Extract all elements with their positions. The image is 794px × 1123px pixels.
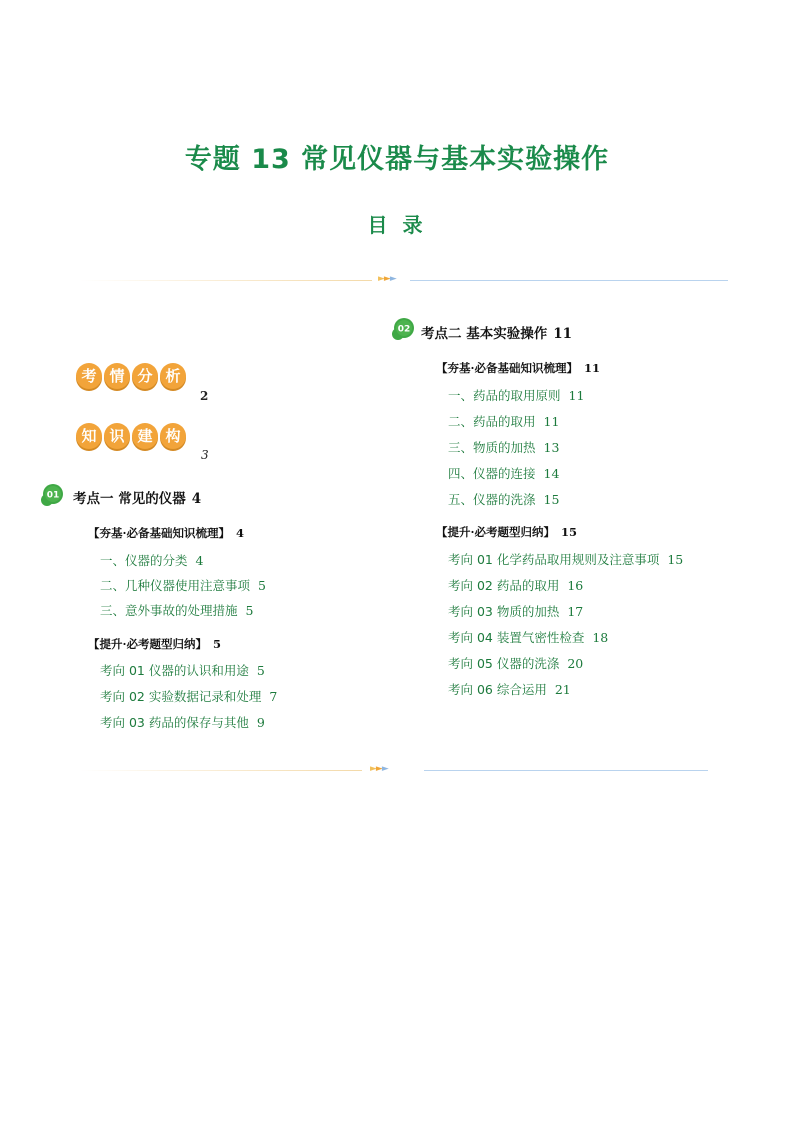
kp1-title-text: 考点一 常见的仪器 — [73, 491, 186, 507]
kp2-section2-page: 15 — [561, 525, 578, 539]
top-divider-right — [410, 280, 728, 281]
toc-heading: 目 录 — [367, 213, 427, 237]
kp2-s1-item-page: 11 — [543, 414, 560, 429]
kp1-s2-item[interactable] — [100, 661, 265, 679]
kp1-s2-item-text: 考向 01 仪器的认识和用途 — [100, 663, 249, 678]
exam-analysis-badge[interactable] — [76, 363, 186, 389]
kp1-s1-item[interactable] — [100, 551, 203, 569]
kp2-s1-item-page: 11 — [568, 388, 585, 403]
kp1-s2-item-page: 5 — [256, 663, 265, 678]
kp2-s1-item-text: 一、药品的取用原则 — [448, 388, 561, 403]
kp2-s2-item-page: 15 — [667, 552, 684, 567]
knowledge-map-badge[interactable] — [76, 423, 186, 449]
kp1-section1-label: 【夯基·必备基础知识梳理】 — [88, 526, 231, 540]
kp1-s2-item-page: 7 — [269, 689, 278, 704]
kp2-s2-item-page: 16 — [567, 578, 584, 593]
kp1-title[interactable] — [73, 487, 201, 507]
bottom-divider-arrows-icon: ►►► — [370, 764, 388, 774]
kp2-section2-heading[interactable] — [436, 524, 577, 540]
badge-char: 构 — [160, 423, 186, 449]
kp1-s1-item-page: 5 — [245, 603, 254, 618]
knowledge-map-page: 3 — [201, 448, 209, 462]
kp2-s1-item[interactable] — [448, 438, 559, 456]
badge-char: 情 — [104, 363, 130, 389]
kp1-s2-item-text: 考向 03 药品的保存与其他 — [100, 715, 249, 730]
kp1-section2-heading[interactable] — [88, 636, 221, 652]
top-divider-arrows-icon: ►►► — [378, 274, 396, 284]
kp1-s1-item[interactable] — [100, 576, 266, 594]
kp2-page: 11 — [553, 326, 572, 342]
kp1-s1-item-text: 二、几种仪器使用注意事项 — [100, 578, 251, 593]
kp2-s1-item-page: 13 — [543, 440, 560, 455]
kp1-section2-page: 5 — [213, 637, 222, 651]
kp2-s1-item[interactable] — [448, 412, 559, 430]
document-title: 专题 13 常见仪器与基本实验操作 — [184, 144, 610, 175]
kp1-s1-item-text: 一、仪器的分类 — [100, 553, 188, 568]
bottom-divider-left — [80, 770, 362, 771]
kp2-s1-item-page: 15 — [543, 492, 560, 507]
kp1-s1-item-page: 5 — [258, 578, 266, 593]
kp1-section1-page: 4 — [236, 526, 245, 540]
kp1-section1-heading[interactable] — [88, 525, 244, 541]
kp2-s1-item-text: 二、药品的取用 — [448, 414, 536, 429]
kp2-s1-item-page: 14 — [543, 466, 560, 481]
top-divider-left — [80, 280, 372, 281]
kp2-s2-item[interactable] — [448, 654, 583, 672]
kp2-s2-item-page: 17 — [567, 604, 584, 619]
kp2-s2-item-page: 18 — [592, 630, 609, 645]
kp1-s1-item[interactable] — [100, 601, 253, 619]
badge-char: 析 — [160, 363, 186, 389]
kp2-section2-label: 【提升·必考题型归纳】 — [436, 525, 556, 539]
badge-char: 识 — [104, 423, 130, 449]
kp2-section1-page: 11 — [584, 361, 601, 375]
kp2-s2-item-text: 考向 05 仪器的洗涤 — [448, 656, 560, 671]
kp2-s2-item-text: 考向 03 物质的加热 — [448, 604, 560, 619]
kp2-s1-item[interactable] — [448, 490, 559, 508]
kp1-s2-item[interactable] — [100, 687, 277, 705]
kp2-s1-item[interactable] — [448, 464, 559, 482]
kp1-s1-item-text: 三、意外事故的处理措施 — [100, 603, 238, 618]
kp1-s1-item-page: 4 — [195, 553, 204, 568]
kp2-number-icon — [389, 316, 415, 342]
exam-analysis-page: 2 — [200, 389, 209, 403]
kp2-s1-item[interactable] — [448, 386, 584, 404]
kp2-s2-item[interactable] — [448, 680, 571, 698]
kp2-s2-item-text: 考向 04 装置气密性检查 — [448, 630, 585, 645]
kp2-s2-item[interactable] — [448, 576, 583, 594]
kp2-icon-label: 02 — [397, 324, 411, 335]
kp2-s2-item-page: 21 — [554, 682, 571, 697]
kp2-title-text: 考点二 基本实验操作 — [421, 326, 548, 342]
kp2-title[interactable] — [421, 322, 572, 342]
kp1-s2-item-text: 考向 02 实验数据记录和处理 — [100, 689, 262, 704]
kp1-number-icon — [38, 482, 64, 508]
kp1-s2-item-page: 9 — [256, 715, 265, 730]
kp1-section2-label: 【提升·必考题型归纳】 — [88, 637, 208, 651]
badge-char: 建 — [132, 423, 158, 449]
kp2-s1-item-text: 三、物质的加热 — [448, 440, 536, 455]
kp2-s2-item-text: 考向 01 化学药品取用规则及注意事项 — [448, 552, 660, 567]
kp2-s2-item-text: 考向 06 综合运用 — [448, 682, 547, 697]
badge-char: 考 — [76, 363, 102, 389]
kp2-s2-item[interactable] — [448, 550, 683, 568]
kp2-s1-item-text: 五、仪器的洗涤 — [448, 492, 536, 507]
badge-char: 分 — [132, 363, 158, 389]
kp2-s2-item[interactable] — [448, 628, 608, 646]
kp2-section1-label: 【夯基·必备基础知识梳理】 — [436, 361, 579, 375]
badge-char: 知 — [76, 423, 102, 449]
kp1-page: 4 — [191, 491, 202, 507]
bottom-divider-right — [424, 770, 708, 771]
kp2-s2-item-page: 20 — [567, 656, 584, 671]
kp2-s2-item-text: 考向 02 药品的取用 — [448, 578, 560, 593]
kp2-s2-item[interactable] — [448, 602, 583, 620]
kp1-s2-item[interactable] — [100, 713, 265, 731]
kp2-section1-heading[interactable] — [436, 360, 600, 376]
kp1-icon-label: 01 — [46, 490, 60, 501]
kp2-s1-item-text: 四、仪器的连接 — [448, 466, 536, 481]
